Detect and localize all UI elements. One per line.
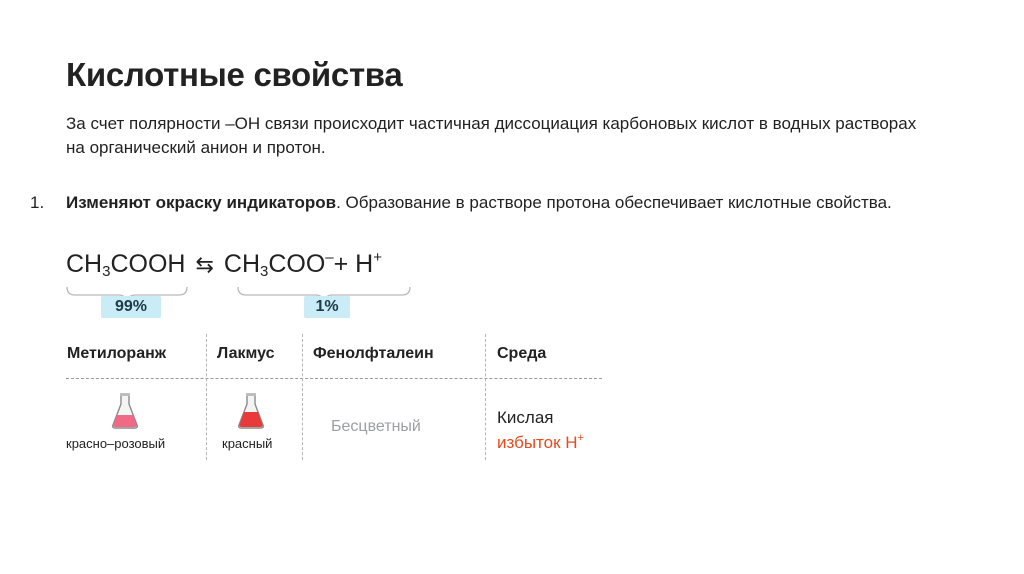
equilibrium-arrow: ⇆ <box>195 252 214 277</box>
table-divider <box>66 378 602 379</box>
page-title: Кислотные свойства <box>66 56 403 93</box>
header-medium: Среда <box>497 345 547 362</box>
methylorange-color-label: красно–розовый <box>66 436 166 451</box>
phenolphthalein-value: Бесцветный <box>331 418 421 435</box>
list-number: 1. <box>30 193 45 212</box>
column-divider <box>485 334 486 460</box>
column-divider <box>206 334 207 460</box>
proton-formula: + H+ <box>333 249 383 278</box>
header-phenolphthalein: Фенолфталеин <box>313 345 434 362</box>
flask-red-icon <box>237 392 265 430</box>
header-litmus: Лакмус <box>217 345 275 362</box>
excess-proton-label: избыток H+ <box>497 432 584 452</box>
litmus-color-label: красный <box>222 436 273 451</box>
list-item-bold: Изменяют окраску индикаторов <box>66 193 337 212</box>
column-divider <box>302 334 303 460</box>
percent-badge-undissociated: 99% <box>101 296 161 318</box>
acetic-acid-formula: $CH_3COOH$ <box>66 250 186 280</box>
header-methylorange: Метилоранж <box>67 345 167 362</box>
percent-badge-dissociated: 1% <box>304 296 350 318</box>
chemical-equation <box>66 250 382 279</box>
list-item <box>30 191 950 215</box>
list-item-text <box>66 191 950 215</box>
acetate-ion-formula: $CH_3COO^-$ <box>223 249 334 280</box>
medium-value: Кислая <box>497 408 554 427</box>
list-item-rest: . Образование в растворе протона обеспечивает кислотные свойства. <box>336 193 892 212</box>
flask-pink-icon <box>111 392 139 430</box>
intro-paragraph: За счет полярности –OH связи происходит частичная диссоциация карбоновых кислот в водных растворах на органический анион и протон. <box>66 114 917 157</box>
